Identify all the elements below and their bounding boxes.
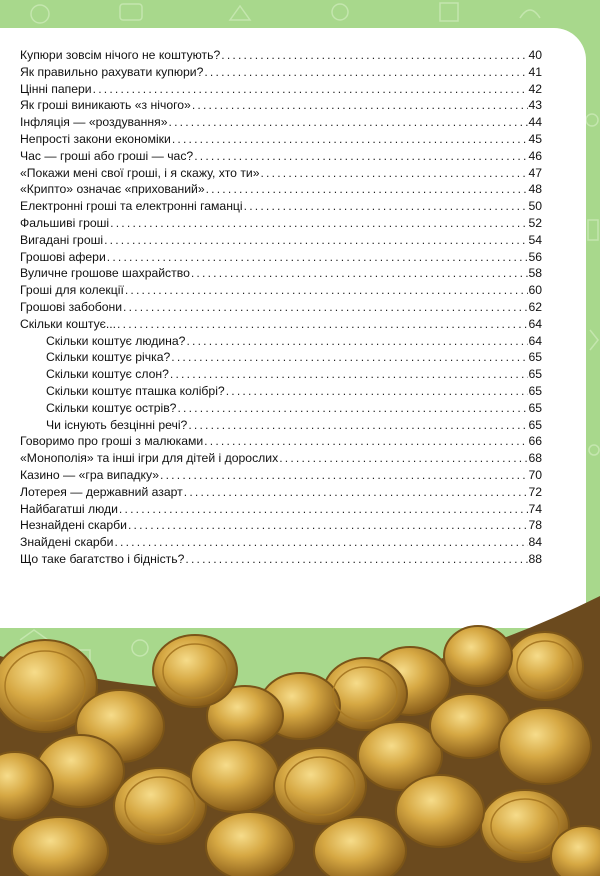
toc-entry-page: 47 [528,165,542,180]
toc-leader-dots [116,317,528,331]
toc-entry [20,384,542,401]
toc-entry-page: 43 [528,98,542,113]
toc-entry-title: Грошові забобони [20,299,123,314]
toc-entry-title: Лотерея — державний азарт [20,484,183,499]
toc-leader-dots [103,233,528,247]
toc-entry-title: Як гроші виникають «з нічого» [20,98,191,113]
toc-leader-dots [124,283,529,297]
toc-entry-page: 40 [528,48,542,62]
toc-entry [20,334,542,351]
toc-entry [20,182,542,199]
toc-leader-dots [168,115,529,129]
toc-entry-page: 65 [528,350,542,365]
toc-entry-title: Непрості закони економіки [20,131,171,146]
toc-entry [20,300,542,317]
toc-entry-title: Грошові афери [20,249,106,264]
toc-entry-title: Час — гроші або гроші — час? [20,148,194,163]
toc-entry [20,98,542,115]
toc-entry-title: «Монополія» та інші ігри для дітей і дорослих [20,451,279,466]
toc-entry-page: 66 [528,434,542,449]
toc-leader-dots [203,434,528,448]
toc-entry-page: 72 [528,484,542,499]
toc-entry-page: 64 [528,316,542,331]
toc-entry-page: 41 [528,64,542,79]
toc-entry-title: Казино — «гра випадку» [20,467,160,482]
toc-leader-dots [183,485,529,499]
toc-leader-dots [205,182,529,196]
toc-entry-page: 56 [528,249,542,264]
toc-entry [20,266,542,283]
toc-entry-page: 62 [528,299,542,314]
toc-leader-dots [92,82,529,96]
toc-entry-title: Вуличне грошове шахрайство [20,266,190,281]
toc-leader-dots [109,216,528,230]
toc-entry-page: 46 [528,148,542,163]
toc-entry [20,166,542,183]
toc-entry-page: 44 [528,115,542,130]
toc-entry-page: 45 [528,131,542,146]
toc-entry [20,149,542,166]
toc-leader-dots [185,334,528,348]
toc-entry-title: Інфляція — «роздування» [20,115,168,130]
toc-entry-title: Вигадані гроші [20,232,104,247]
toc-leader-dots [122,300,528,314]
toc-entry [20,350,542,367]
toc-entry [20,65,542,82]
toc-entry [20,401,542,418]
toc-entry [20,468,542,485]
toc-leader-dots [169,367,529,381]
toc-entry [20,115,542,132]
toc-entry-title: Говоримо про гроші з малюками [20,434,204,449]
toc-leader-dots [203,65,528,79]
toc-entry [20,216,542,233]
toc-entry-title: Скільки коштує острів? [46,400,177,415]
toc-entry-page: 48 [528,182,542,197]
toc-entry-page: 58 [528,266,542,281]
toc-entry-title: Скільки коштує... [20,316,117,331]
toc-entry [20,535,542,552]
toc-entry-page: 52 [528,215,542,230]
toc-entry-page: 42 [528,81,542,96]
toc-leader-dots [190,266,529,280]
toc-entry [20,451,542,468]
toc-leader-dots [225,384,529,398]
toc-leader-dots [113,535,528,549]
toc-entry-title: Скільки коштує слон? [46,367,169,382]
toc-leader-dots [187,418,528,432]
toc-entry-title: Знайдені скарби [20,535,114,550]
toc-leader-dots [193,149,528,163]
toc-entry-title: Чи існують безцінні речі? [46,417,188,432]
toc-entry-title: Найбагатші люди [20,501,118,516]
toc-entry-page: 50 [528,199,542,214]
toc-entry-title: «Покажи мені свої гроші, і я скажу, хто ти» [20,165,260,180]
toc-entry-title: Що таке багатство і бідність? [20,551,185,566]
toc-entry [20,485,542,502]
toc-entry [20,518,542,535]
toc-entry [20,283,542,300]
toc-entry [20,434,542,451]
toc-entry-title: Фальшиві гроші [20,215,110,230]
toc-entry-page: 84 [528,535,542,550]
toc-leader-dots [220,48,528,62]
toc-entry [20,132,542,149]
toc-entry-page: 74 [528,501,542,516]
toc-entry [20,502,542,519]
toc-entry-page: 54 [528,232,542,247]
table-of-contents [20,48,542,569]
toc-leader-dots [171,132,529,146]
toc-entry-page: 64 [528,333,542,348]
toc-entry [20,317,542,334]
toc-entry-page: 60 [528,283,542,298]
toc-leader-dots [159,468,528,482]
toc-entry [20,48,542,65]
toc-leader-dots [243,199,529,213]
toc-leader-dots [259,166,528,180]
toc-entry-title: Скільки коштує людина? [46,333,186,348]
toc-entry-page: 68 [528,451,542,466]
toc-entry-title: Електронні гроші та електронні гаманці [20,199,243,214]
toc-entry-title: Цінні папери [20,81,92,96]
toc-entry-page: 65 [528,417,542,432]
gold-coins-image [0,596,600,876]
toc-entry-page: 78 [528,518,542,533]
toc-leader-dots [127,518,528,532]
toc-entry-title: Незнайдені скарби [20,518,127,533]
toc-entry-title: Скільки коштує річка? [46,350,171,365]
toc-entry [20,233,542,250]
toc-entry-page: 70 [528,467,542,482]
toc-leader-dots [184,552,528,566]
toc-entry [20,552,542,569]
toc-entry [20,418,542,435]
toc-entry-title: Як правильно рахувати купюри? [20,64,204,79]
toc-entry-page: 65 [528,400,542,415]
toc-leader-dots [191,98,529,112]
toc-entry-page: 65 [528,367,542,382]
toc-entry [20,82,542,99]
toc-leader-dots [176,401,528,415]
toc-entry-title: Гроші для колекції [20,283,124,298]
toc-entry-title: Скільки коштує пташка колібрі? [46,383,225,398]
toc-entry-page: 65 [528,383,542,398]
toc-entry [20,250,542,267]
toc-leader-dots [106,250,529,264]
toc-leader-dots [278,451,528,465]
toc-entry [20,367,542,384]
toc-leader-dots [118,502,529,516]
toc-entry-title: Купюри зовсім нічого не коштують? [20,48,221,62]
toc-entry-title: «Крипто» означає «прихований» [20,182,205,197]
toc-entry-page: 88 [528,551,542,566]
toc-leader-dots [170,350,528,364]
toc-entry [20,199,542,216]
